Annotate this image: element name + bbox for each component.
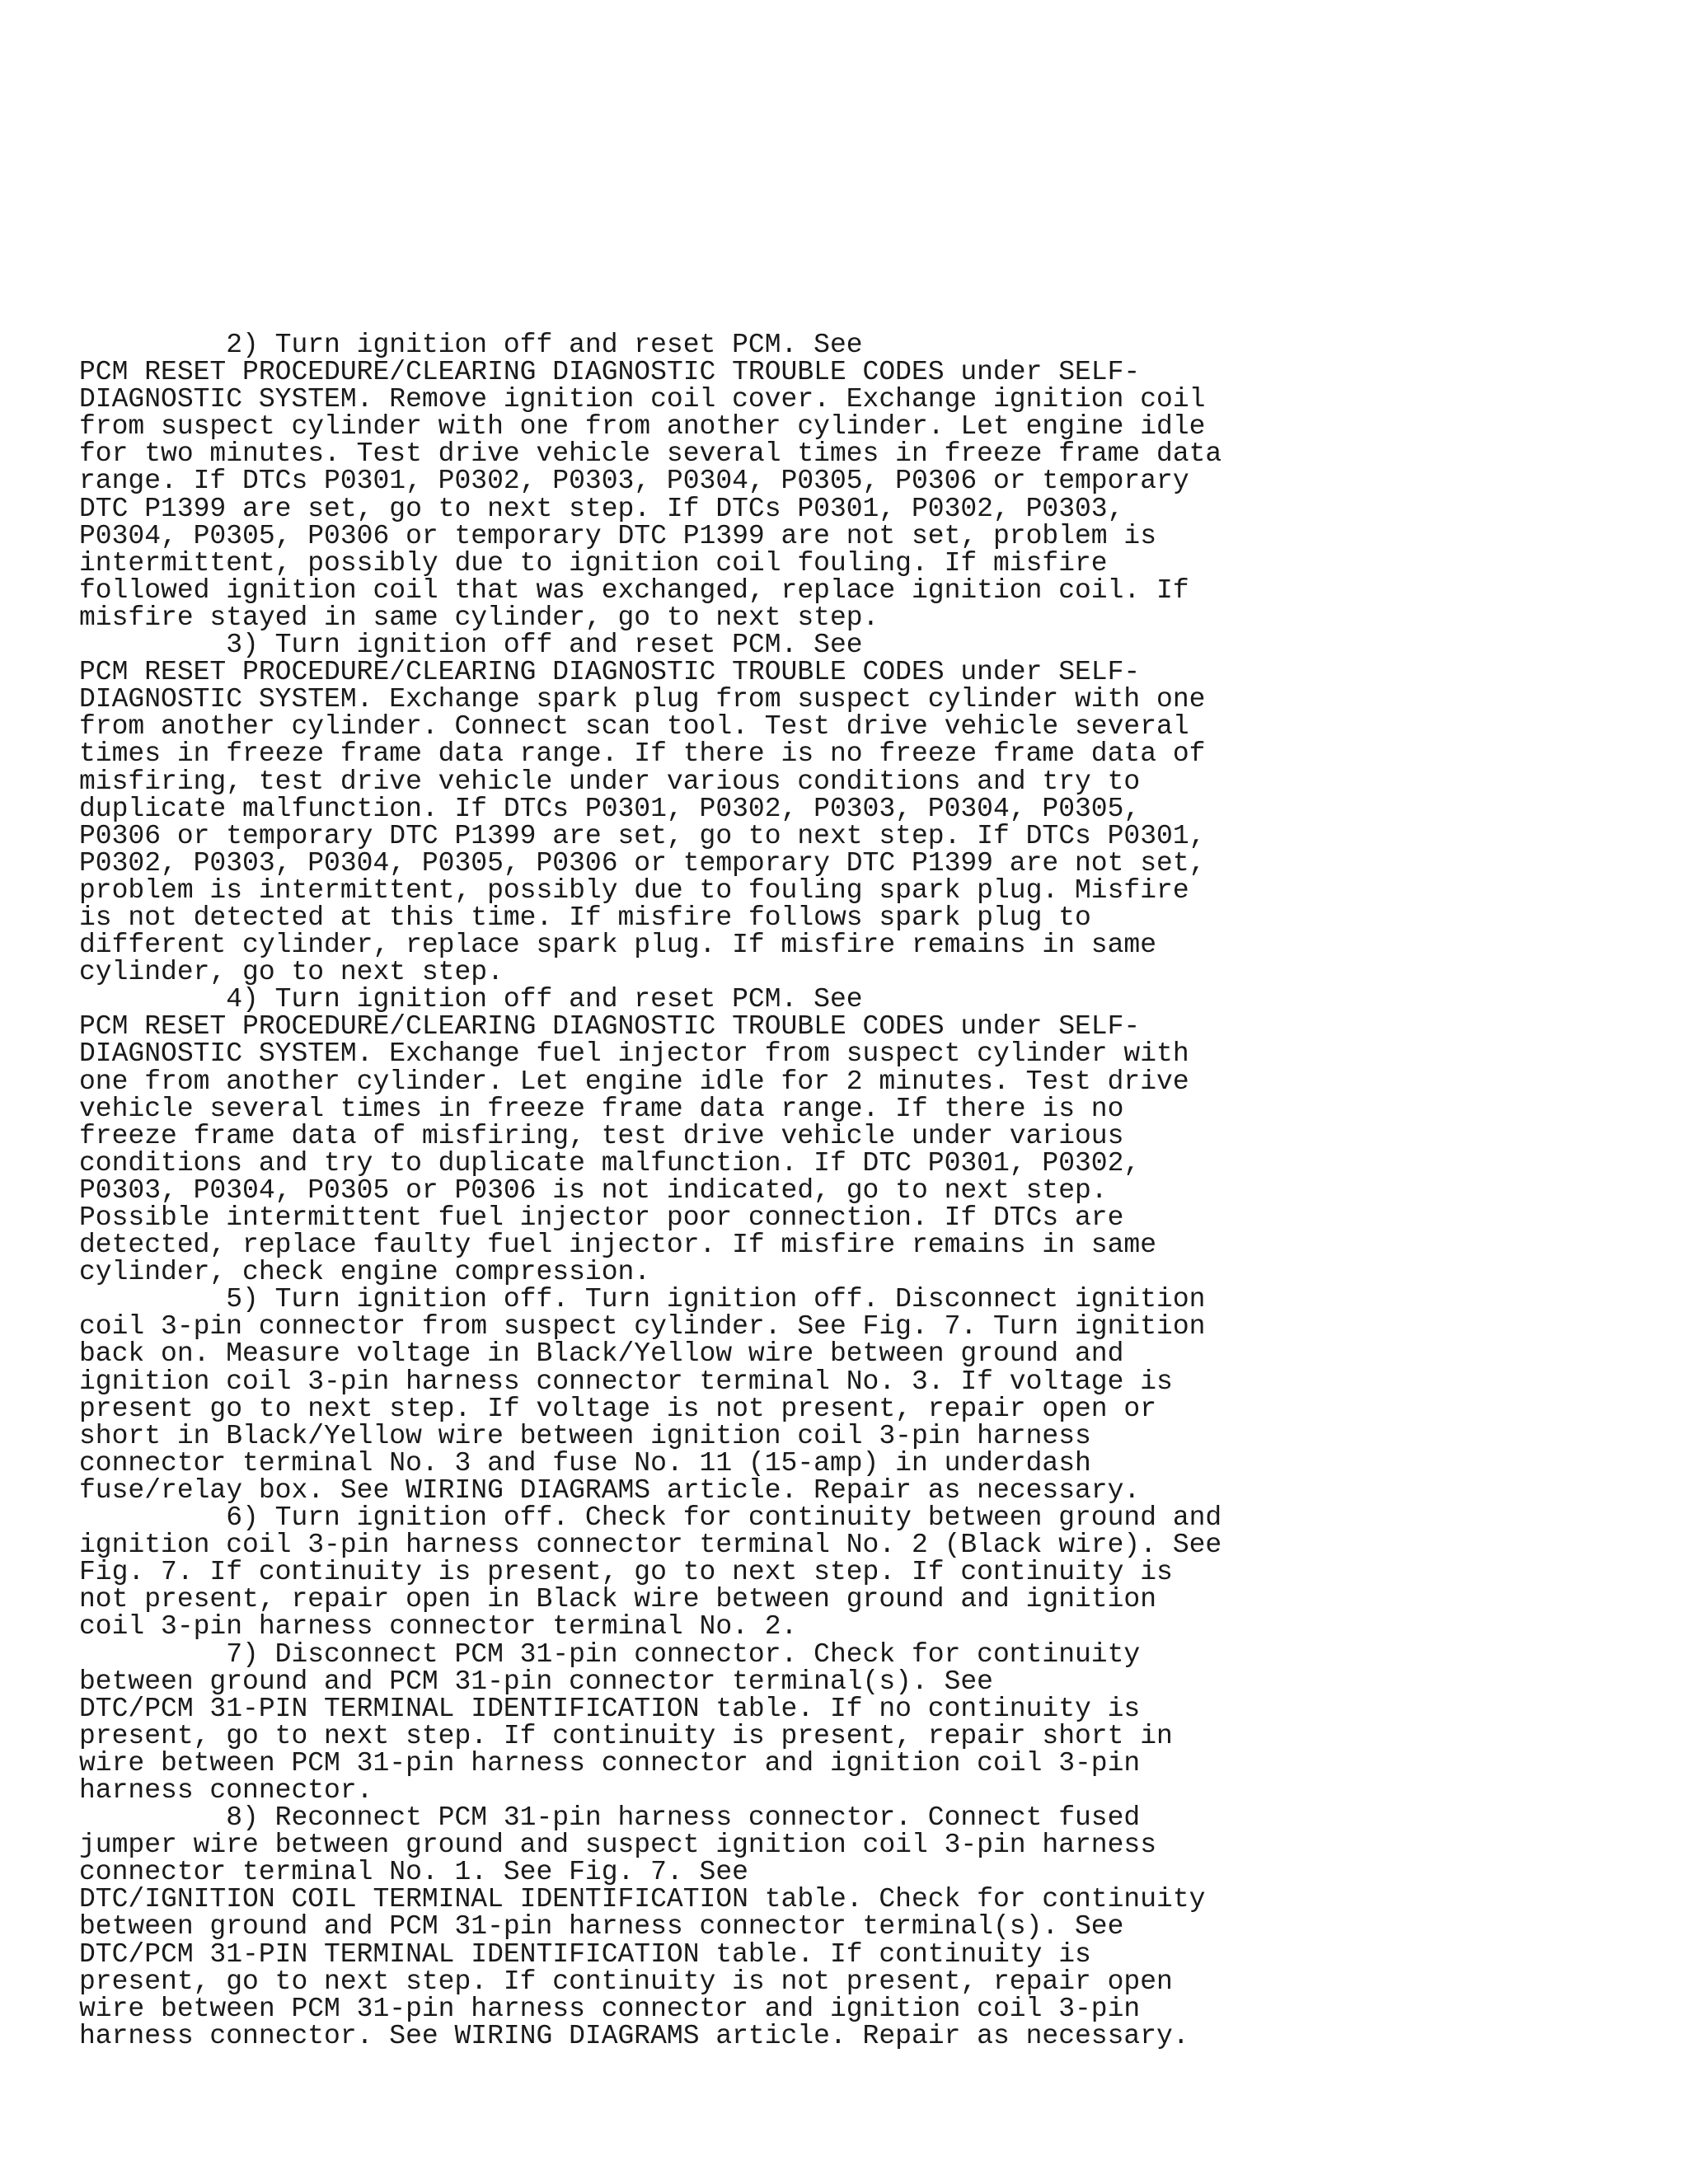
text-line: 5) Turn ignition off. Turn ignition off. Disconnect ignition: [79, 1284, 1206, 1315]
text-line: present go to next step. If voltage is not present, repair open or: [79, 1393, 1157, 1424]
text-line: wire between PCM 31-pin harness connector and ignition coil 3-pin: [79, 1993, 1141, 2024]
text-line: 6) Turn ignition off. Check for continuity between ground and: [79, 1502, 1222, 1534]
text-line: PCM RESET PROCEDURE/CLEARING DIAGNOSTIC TROUBLE CODES under SELF-: [79, 657, 1141, 688]
text-line: PCM RESET PROCEDURE/CLEARING DIAGNOSTIC TROUBLE CODES under SELF-: [79, 357, 1141, 388]
text-line: 2) Turn ignition off and reset PCM. See: [79, 330, 863, 360]
text-line: DIAGNOSTIC SYSTEM. Exchange spark plug from suspect cylinder with one: [79, 684, 1206, 715]
text-line: Possible intermittent fuel injector poor connection. If DTCs are: [79, 1202, 1124, 1233]
text-line: misfire stayed in same cylinder, go to next step.: [79, 602, 879, 633]
text-line: P0303, P0304, P0305 or P0306 is not indicated, go to next step.: [79, 1174, 1108, 1206]
text-line: short in Black/Yellow wire between ignition coil 3-pin harness: [79, 1420, 1091, 1451]
text-line: times in freeze frame data range. If there is no freeze frame data of: [79, 738, 1206, 770]
text-line: freeze frame data of misfiring, test drive vehicle under various: [79, 1120, 1124, 1151]
text-line: P0302, P0303, P0304, P0305, P0306 or temporary DTC P1399 are not set,: [79, 847, 1206, 879]
text-line: DIAGNOSTIC SYSTEM. Remove ignition coil cover. Exchange ignition coil: [79, 384, 1206, 415]
text-line: DTC/IGNITION COIL TERMINAL IDENTIFICATION table. Check for continuity: [79, 1884, 1206, 1915]
text-line: one from another cylinder. Let engine idle for 2 minutes. Test drive: [79, 1066, 1189, 1097]
text-line: is not detected at this time. If misfire follows spark plug to: [79, 902, 1091, 933]
text-line: DIAGNOSTIC SYSTEM. Exchange fuel injector from suspect cylinder with: [79, 1038, 1189, 1070]
text-line: detected, replace faulty fuel injector. If misfire remains in same: [79, 1230, 1157, 1261]
text-line: range. If DTCs P0301, P0302, P0303, P0304, P0305, P0306 or temporary: [79, 466, 1189, 497]
text-line: present, go to next step. If continuity is not present, repair open: [79, 1966, 1173, 1997]
text-line: not present, repair open in Black wire between ground and ignition: [79, 1584, 1157, 1615]
text-line: duplicate malfunction. If DTCs P0301, P0302, P0303, P0304, P0305,: [79, 793, 1141, 824]
text-line: PCM RESET PROCEDURE/CLEARING DIAGNOSTIC TROUBLE CODES under SELF-: [79, 1011, 1141, 1043]
text-line: harness connector.: [79, 1774, 373, 1806]
text-line: between ground and PCM 31-pin connector terminal(s). See: [79, 1666, 993, 1697]
text-line: ignition coil 3-pin harness connector terminal No. 3. If voltage is: [79, 1366, 1173, 1397]
text-line: connector terminal No. 1. See Fig. 7. See: [79, 1857, 748, 1888]
text-line: DTC P1399 are set, go to next step. If DTCs P0301, P0302, P0303,: [79, 493, 1124, 524]
text-line: fuse/relay box. See WIRING DIAGRAMS article. Repair as necessary.: [79, 1474, 1141, 1506]
text-line: followed ignition coil that was exchanged, replace ignition coil. If: [79, 574, 1189, 606]
text-line: present, go to next step. If continuity is present, repair short in: [79, 1720, 1173, 1751]
text-line: coil 3-pin connector from suspect cylinder. See Fig. 7. Turn ignition: [79, 1311, 1206, 1343]
text-line: P0306 or temporary DTC P1399 are set, go to next step. If DTCs P0301,: [79, 820, 1206, 851]
text-line: conditions and try to duplicate malfunction. If DTC P0301, P0302,: [79, 1147, 1141, 1179]
text-line: problem is intermittent, possibly due to fouling spark plug. Misfire: [79, 874, 1189, 906]
text-line: DTC/PCM 31-PIN TERMINAL IDENTIFICATION table. If no continuity is: [79, 1693, 1141, 1724]
text-line: between ground and PCM 31-pin harness connector terminal(s). See: [79, 1911, 1124, 1943]
text-line: different cylinder, replace spark plug. If misfire remains in same: [79, 930, 1157, 961]
text-line: misfiring, test drive vehicle under various conditions and try to: [79, 766, 1141, 797]
text-line: intermittent, possibly due to ignition coil fouling. If misfire: [79, 547, 1108, 579]
document-body: [79, 331, 1662, 2050]
text-line: wire between PCM 31-pin harness connector and ignition coil 3-pin: [79, 1747, 1141, 1779]
text-line: cylinder, go to next step.: [79, 957, 504, 988]
text-line: from suspect cylinder with one from another cylinder. Let engine idle: [79, 411, 1206, 443]
text-line: connector terminal No. 3 and fuse No. 11 (15-amp) in underdash: [79, 1447, 1091, 1479]
text-line: harness connector. See WIRING DIAGRAMS article. Repair as necessary.: [79, 2020, 1189, 2051]
text-line: DTC/PCM 31-PIN TERMINAL IDENTIFICATION table. If continuity is: [79, 1938, 1091, 1970]
text-line: P0304, P0305, P0306 or temporary DTC P1399 are not set, problem is: [79, 520, 1157, 551]
text-line: ignition coil 3-pin harness connector terminal No. 2 (Black wire). See: [79, 1530, 1222, 1561]
text-line: for two minutes. Test drive vehicle several times in freeze frame data: [79, 438, 1222, 470]
text-line: from another cylinder. Connect scan tool. Test drive vehicle several: [79, 711, 1189, 743]
text-line: 4) Turn ignition off and reset PCM. See: [79, 984, 863, 1015]
text-line: 7) Disconnect PCM 31-pin connector. Check for continuity: [79, 1638, 1141, 1670]
text-line: Fig. 7. If continuity is present, go to next step. If continuity is: [79, 1557, 1173, 1588]
text-line: jumper wire between ground and suspect ignition coil 3-pin harness: [79, 1830, 1157, 1861]
text-line: 3) Turn ignition off and reset PCM. See: [79, 630, 863, 661]
text-line: back on. Measure voltage in Black/Yellow wire between ground and: [79, 1338, 1124, 1370]
text-line: 8) Reconnect PCM 31-pin harness connector. Connect fused: [79, 1802, 1141, 1834]
text-line: coil 3-pin harness connector terminal No. 2.: [79, 1611, 798, 1643]
text-line: vehicle several times in freeze frame data range. If there is no: [79, 1093, 1124, 1124]
text-line: cylinder, check engine compression.: [79, 1257, 651, 1288]
